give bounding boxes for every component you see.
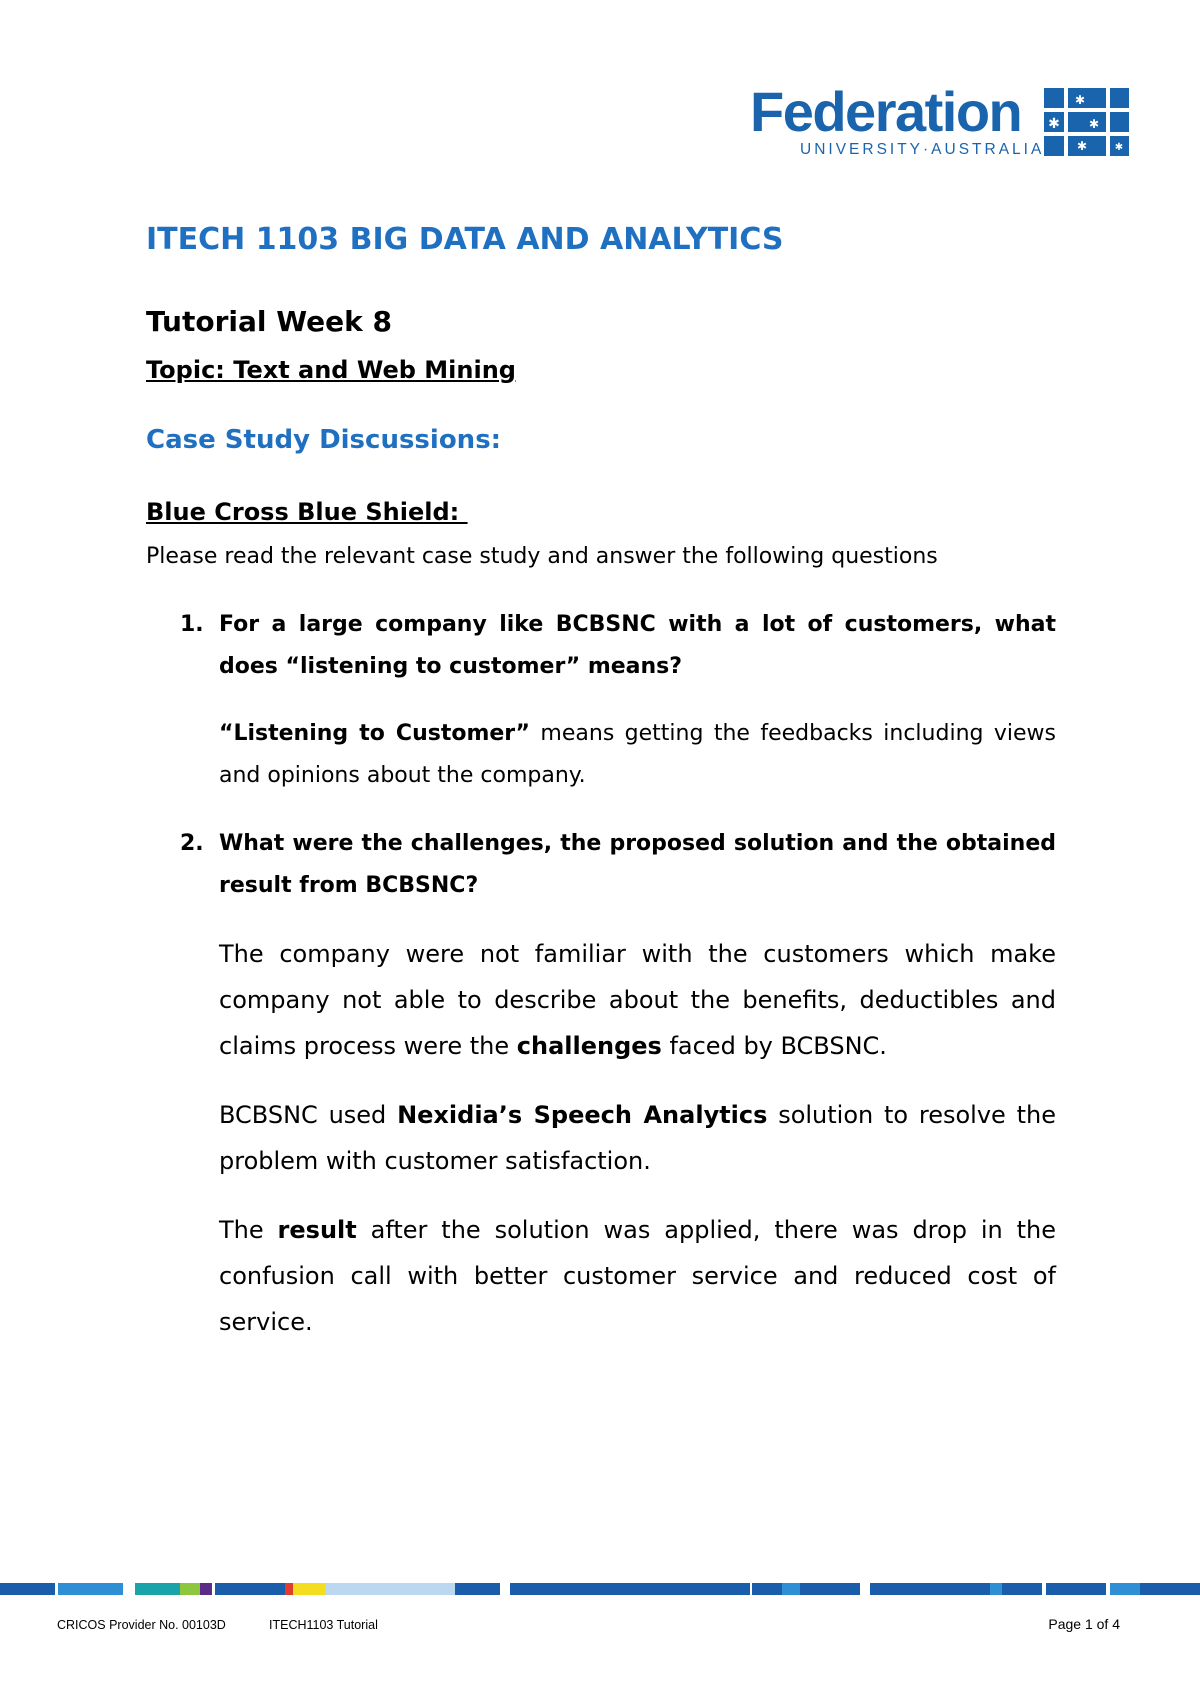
bar-segment: [990, 1583, 1002, 1595]
case-study-title: Blue Cross Blue Shield:: [146, 498, 468, 526]
footer-color-bar: [0, 1583, 1200, 1595]
bar-segment: [180, 1583, 200, 1595]
bar-segment: [782, 1583, 800, 1595]
answer-paragraph: [219, 931, 1056, 1069]
bar-segment: [752, 1583, 782, 1595]
answer-text: solution to resolve the problem with customer satisfaction.: [219, 1101, 1056, 1175]
answer-text: The: [219, 1216, 278, 1244]
svg-text:✱: ✱: [1088, 117, 1100, 131]
answer-paragraph: [219, 713, 1056, 797]
question-1: [146, 604, 1056, 688]
bar-segment: [293, 1583, 325, 1595]
footer-cricos: CRICOS Provider No. 00103D: [57, 1618, 226, 1632]
answer-bold-text: result: [277, 1216, 357, 1244]
question-text: What were the challenges, the proposed solution and the obtained result from BCBSNC?: [219, 831, 1056, 898]
topic-heading: Topic: Text and Web Mining: [146, 356, 516, 384]
svg-text:✱: ✱: [1048, 116, 1060, 132]
bar-segment: [870, 1583, 990, 1595]
question-text: For a large company like BCBSNC with a lot of customers, what does “listening to customer” means?: [219, 612, 1056, 679]
bar-segment: [215, 1583, 285, 1595]
bar-segment: [0, 1583, 55, 1595]
section-heading: Case Study Discussions:: [146, 425, 502, 455]
question-number: 1.: [180, 612, 204, 637]
logo-flag-icon: [1044, 88, 1129, 156]
answer-text: after the solution was applied, there was drop in the confusion call with better customer service and reduced cost of service.: [219, 1216, 1057, 1336]
answer-text: The company were not familiar with the customers which make company not able to describe about the benefits, deductibles and claims process were the: [219, 940, 1056, 1060]
answer-bold-text: Nexidia’s Speech Analytics: [397, 1101, 768, 1129]
bar-segment: [800, 1583, 860, 1595]
answer-paragraph: [219, 1092, 1056, 1184]
answer-text: faced by BCBSNC.: [661, 1032, 887, 1060]
question-2: [146, 823, 1056, 907]
bar-segment: [325, 1583, 455, 1595]
bar-segment: [1046, 1583, 1106, 1595]
course-title: ITECH 1103 BIG DATA AND ANALYTICS: [146, 222, 784, 257]
tutorial-week-heading: Tutorial Week 8: [146, 305, 392, 338]
bar-segment: [1110, 1583, 1140, 1595]
bar-segment: [1140, 1583, 1200, 1595]
intro-text: Please read the relevant case study and answer the following questions: [146, 544, 938, 569]
bar-segment: [1002, 1583, 1042, 1595]
bar-segment: [135, 1583, 180, 1595]
bar-segment: [58, 1583, 123, 1595]
answer-text: BCBSNC used: [219, 1101, 398, 1129]
svg-text:✱: ✱: [1074, 93, 1086, 107]
svg-text:✱: ✱: [1114, 142, 1124, 153]
bar-segment: [200, 1583, 212, 1595]
svg-text:✱: ✱: [1076, 139, 1088, 153]
answer-text: means getting the feedbacks including views and opinions about the company.: [219, 721, 1056, 788]
bar-segment: [455, 1583, 500, 1595]
footer-course: ITECH1103 Tutorial: [269, 1618, 378, 1632]
university-logo: [750, 80, 1130, 160]
logo-wordmark: Federation: [750, 80, 1022, 143]
logo-tagline: UNIVERSITY·AUSTRALIA: [800, 141, 1045, 158]
bar-segment: [285, 1583, 293, 1595]
answer-paragraph: [219, 1207, 1056, 1345]
bar-segment: [510, 1583, 750, 1595]
answer-bold-text: “Listening to Customer”: [219, 721, 531, 746]
question-number: 2.: [180, 831, 204, 856]
answer-bold-text: challenges: [516, 1032, 662, 1060]
footer-page-number: Page 1 of 4: [1048, 1616, 1120, 1632]
